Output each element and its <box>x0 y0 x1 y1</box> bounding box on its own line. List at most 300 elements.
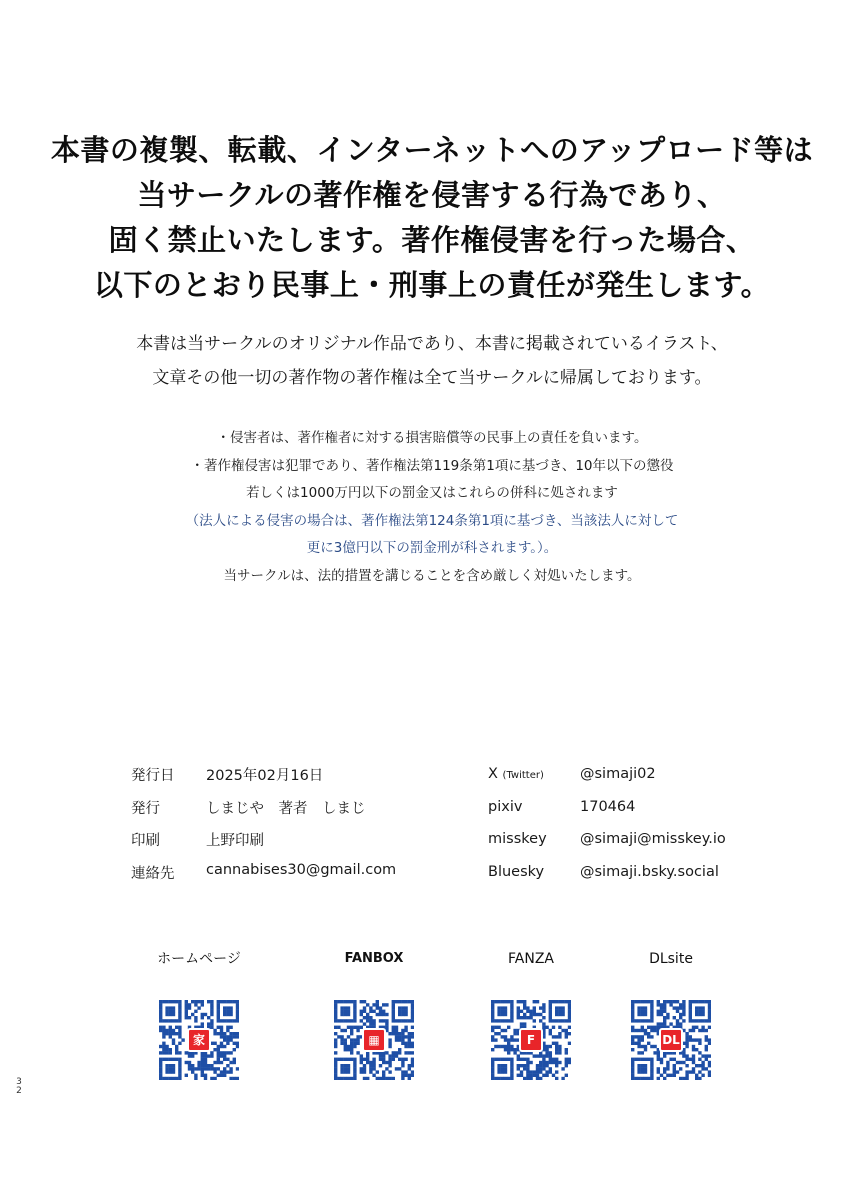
qr-module <box>549 1006 552 1009</box>
qr-module <box>549 1070 552 1073</box>
qr-module <box>229 1070 232 1073</box>
qr-module <box>539 1064 542 1067</box>
qr-module <box>372 1003 375 1006</box>
qr-module <box>637 1013 640 1016</box>
qr-module <box>204 1067 207 1070</box>
qr-module <box>162 1029 165 1032</box>
qr-module <box>353 1003 356 1006</box>
qr-module <box>705 1029 708 1032</box>
qr-module <box>194 1003 197 1006</box>
qr-module <box>401 1074 404 1077</box>
qr-module <box>217 1045 220 1048</box>
qr-module <box>517 1067 520 1070</box>
qr-module <box>363 1077 366 1080</box>
page-number-digit: 2 <box>16 1086 22 1096</box>
qr-module <box>555 1058 558 1061</box>
qr-module <box>366 1019 369 1022</box>
qr-module <box>220 1035 223 1038</box>
qr-module <box>558 1045 561 1048</box>
qr-module <box>233 1042 236 1045</box>
qr-module <box>401 1013 404 1016</box>
qr-module <box>552 1074 555 1077</box>
qr-module <box>226 1026 229 1029</box>
qr-module <box>356 1029 359 1032</box>
qr-module <box>213 1070 216 1073</box>
qr-module <box>644 1064 647 1067</box>
qr-module <box>631 1029 634 1032</box>
qr-module <box>529 1077 532 1080</box>
qr-module <box>494 1019 497 1022</box>
qr-module <box>523 1003 526 1006</box>
qr-module <box>663 1077 666 1080</box>
qr-module <box>695 1048 698 1051</box>
qr-module <box>366 1016 369 1019</box>
qr-module <box>376 1070 379 1073</box>
qr-module <box>344 1010 347 1013</box>
qr-module <box>666 1074 669 1077</box>
qr-module <box>162 1048 165 1051</box>
qr-module <box>679 1016 682 1019</box>
qr-module <box>641 1067 644 1070</box>
qr-module <box>379 1064 382 1067</box>
qr-module <box>504 1019 507 1022</box>
qr-module <box>698 1058 701 1061</box>
qr-module <box>529 1074 532 1077</box>
qr-module <box>411 1058 414 1061</box>
qr-module <box>695 1026 698 1029</box>
qr-module <box>334 1077 337 1080</box>
qr-module <box>542 1074 545 1077</box>
qr-module <box>226 1035 229 1038</box>
qr-module <box>701 1061 704 1064</box>
qr-module <box>631 1048 634 1051</box>
qr-module <box>347 1010 350 1013</box>
qr-module <box>549 1032 552 1035</box>
qr-module <box>220 1061 223 1064</box>
qr-module <box>213 1042 216 1045</box>
qr-module <box>404 1019 407 1022</box>
qr-module <box>404 1026 407 1029</box>
qr-module <box>360 1019 363 1022</box>
qr-module <box>685 1042 688 1045</box>
qr-module <box>698 1077 701 1080</box>
qr-module <box>347 1035 350 1038</box>
qr-module <box>223 1035 226 1038</box>
qr-module <box>398 1013 401 1016</box>
qr-module <box>388 1064 391 1067</box>
qr-module <box>340 1000 343 1003</box>
qr-module <box>376 1006 379 1009</box>
qr-module <box>549 1013 552 1016</box>
qr-module <box>169 1010 172 1013</box>
qr-module <box>539 1006 542 1009</box>
qr-module <box>233 1000 236 1003</box>
qr-module <box>631 1058 634 1061</box>
qr-module <box>334 1045 337 1048</box>
qr-module <box>334 1000 337 1003</box>
qr-module <box>634 1035 637 1038</box>
qr-module <box>334 1032 337 1035</box>
qr-code-fanbox[interactable] <box>334 1000 414 1080</box>
qr-module <box>376 1077 379 1080</box>
qr-module <box>558 1000 561 1003</box>
qr-module <box>660 1074 663 1077</box>
qr-module <box>507 1042 510 1045</box>
qr-module <box>350 1042 353 1045</box>
qr-module <box>647 1019 650 1022</box>
qr-module <box>685 1070 688 1073</box>
qr-module <box>520 1016 523 1019</box>
qr-module <box>565 1000 568 1003</box>
qr-module <box>233 1061 236 1064</box>
qr-module <box>350 1019 353 1022</box>
qr-module <box>641 1029 644 1032</box>
qr-module <box>542 1026 545 1029</box>
qr-module <box>194 1077 197 1080</box>
qr-module <box>385 1019 388 1022</box>
qr-module <box>356 1042 359 1045</box>
qr-module <box>185 1010 188 1013</box>
qr-module <box>392 1077 395 1080</box>
qr-module <box>657 1070 660 1073</box>
qr-module <box>401 1000 404 1003</box>
qr-module <box>494 1032 497 1035</box>
qr-module <box>408 1042 411 1045</box>
qr-module <box>701 1029 704 1032</box>
qr-module <box>504 1000 507 1003</box>
qr-module <box>491 1010 494 1013</box>
qr-module <box>185 1000 188 1003</box>
qr-module <box>641 1010 644 1013</box>
qr-module <box>340 1038 343 1041</box>
qr-code-fanza[interactable] <box>491 1000 571 1080</box>
qr-module <box>701 1067 704 1070</box>
qr-module <box>356 1038 359 1041</box>
qr-module <box>698 1019 701 1022</box>
qr-module <box>392 1029 395 1032</box>
qr-module <box>223 1006 226 1009</box>
qr-module <box>497 1032 500 1035</box>
qr-module <box>689 1029 692 1032</box>
qr-module <box>565 1061 568 1064</box>
qr-code-homepage[interactable] <box>159 1000 239 1080</box>
qr-module <box>162 1045 165 1048</box>
qr-module <box>213 1048 216 1051</box>
qr-module <box>653 1045 656 1048</box>
qr-module <box>641 1006 644 1009</box>
qr-module <box>545 1064 548 1067</box>
qr-module <box>549 1010 552 1013</box>
qr-module <box>159 1058 162 1061</box>
qr-module <box>165 1048 168 1051</box>
qr-module <box>340 1042 343 1045</box>
qr-module <box>217 1048 220 1051</box>
qr-module <box>689 1038 692 1041</box>
qr-module <box>172 1064 175 1067</box>
qr-module <box>411 1032 414 1035</box>
qr-module <box>388 1038 391 1041</box>
qr-module <box>545 1070 548 1073</box>
qr-module <box>185 1003 188 1006</box>
qr-module <box>347 1006 350 1009</box>
qr-module <box>404 1000 407 1003</box>
qr-module <box>411 1042 414 1045</box>
qr-module <box>708 1054 711 1057</box>
qr-module <box>510 1064 513 1067</box>
qr-module <box>504 1048 507 1051</box>
qr-module <box>542 1010 545 1013</box>
qr-module <box>401 1006 404 1009</box>
qr-module <box>650 1074 653 1077</box>
qr-module <box>663 1022 666 1025</box>
qr-module <box>340 1077 343 1080</box>
qr-module <box>178 1016 181 1019</box>
qr-module <box>353 1019 356 1022</box>
qr-module <box>517 1074 520 1077</box>
qr-module <box>172 1058 175 1061</box>
qr-module <box>213 1067 216 1070</box>
qr-module <box>360 1013 363 1016</box>
qr-module <box>568 1019 571 1022</box>
qr-module <box>162 1026 165 1029</box>
qr-module <box>353 1045 356 1048</box>
qr-module <box>236 1042 239 1045</box>
qr-module <box>382 1054 385 1057</box>
qr-module <box>565 1048 568 1051</box>
qr-module <box>679 1013 682 1016</box>
qr-module <box>226 1058 229 1061</box>
qr-module <box>204 1077 207 1080</box>
qr-module <box>647 1032 650 1035</box>
qr-module <box>392 1058 395 1061</box>
qr-module <box>558 1010 561 1013</box>
qr-module <box>220 1070 223 1073</box>
qr-module <box>568 1032 571 1035</box>
qr-module <box>226 1019 229 1022</box>
qr-module <box>698 1010 701 1013</box>
qr-module <box>708 1061 711 1064</box>
qr-module <box>504 1010 507 1013</box>
qr-module <box>388 1058 391 1061</box>
qr-module <box>682 1019 685 1022</box>
qr-module <box>185 1051 188 1054</box>
qr-module <box>666 1016 669 1019</box>
x-handle: @simaji02 <box>580 766 656 782</box>
qr-module <box>539 1013 542 1016</box>
qr-module <box>641 1077 644 1080</box>
qr-module <box>565 1032 568 1035</box>
qr-module <box>398 1035 401 1038</box>
qr-module <box>497 1013 500 1016</box>
qr-module <box>523 1067 526 1070</box>
qr-module <box>229 1035 232 1038</box>
qr-module <box>666 1061 669 1064</box>
qr-module <box>689 1070 692 1073</box>
qr-module <box>631 1064 634 1067</box>
copyright-headline <box>40 128 824 308</box>
qr-module <box>175 1048 178 1051</box>
bluesky-handle: @simaji.bsky.social <box>580 863 719 880</box>
qr-module <box>641 1064 644 1067</box>
qr-module <box>191 1070 194 1073</box>
qr-module <box>682 1013 685 1016</box>
qr-module <box>404 1006 407 1009</box>
qr-module <box>705 1054 708 1057</box>
qr-module <box>641 1035 644 1038</box>
qr-module <box>539 1019 542 1022</box>
qr-module <box>637 1064 640 1067</box>
penalty-line-corporate: 更に3億円以下の罰金刑が科されます。）。 <box>306 540 558 556</box>
qr-module <box>497 1010 500 1013</box>
qr-module <box>236 1067 239 1070</box>
qr-module <box>188 1016 191 1019</box>
qr-module <box>679 1003 682 1006</box>
qr-module <box>408 1000 411 1003</box>
qr-module <box>641 1013 644 1016</box>
qr-module <box>401 1035 404 1038</box>
qr-module <box>353 1058 356 1061</box>
qr-module <box>552 1061 555 1064</box>
qr-module <box>223 1070 226 1073</box>
qr-module <box>520 1058 523 1061</box>
qr-module <box>188 1054 191 1057</box>
qr-module <box>513 1048 516 1051</box>
qr-module <box>385 1013 388 1016</box>
qr-module <box>363 1058 366 1061</box>
qr-module <box>504 1045 507 1048</box>
misskey-label: misskey <box>488 831 547 847</box>
qr-module <box>698 1070 701 1073</box>
qr-module <box>178 1003 181 1006</box>
qr-module <box>197 1006 200 1009</box>
qr-module <box>411 1016 414 1019</box>
qr-module <box>398 1032 401 1035</box>
qr-module <box>698 1051 701 1054</box>
qr-module <box>517 1010 520 1013</box>
qr-module <box>350 1038 353 1041</box>
qr-module <box>513 1038 516 1041</box>
qr-module <box>392 1003 395 1006</box>
qr-module <box>395 1029 398 1032</box>
qr-module <box>398 1000 401 1003</box>
qr-module <box>369 1064 372 1067</box>
qr-module <box>353 1026 356 1029</box>
qr-module <box>379 1010 382 1013</box>
qr-module <box>411 1064 414 1067</box>
qr-module <box>408 1064 411 1067</box>
qr-module <box>663 1000 666 1003</box>
qr-module <box>491 1048 494 1051</box>
qr-module <box>191 1000 194 1003</box>
qr-module <box>165 1000 168 1003</box>
qr-module <box>233 1077 236 1080</box>
qr-module <box>197 1064 200 1067</box>
qr-module <box>376 1000 379 1003</box>
qr-module <box>497 1000 500 1003</box>
qr-module <box>350 1048 353 1051</box>
qr-module <box>673 1016 676 1019</box>
qr-module <box>344 1058 347 1061</box>
qr-module <box>220 1029 223 1032</box>
qr-module <box>159 1026 162 1029</box>
qr-module <box>510 1038 513 1041</box>
qr-module <box>369 1061 372 1064</box>
qr-module <box>523 1064 526 1067</box>
issue-date-label: 発行日 <box>131 768 175 784</box>
qr-module <box>637 1035 640 1038</box>
qr-module <box>165 1045 168 1048</box>
fanbox-logo-icon: ▦ <box>362 1028 386 1052</box>
qr-module <box>185 1016 188 1019</box>
qr-module <box>561 1010 564 1013</box>
qr-module <box>347 1045 350 1048</box>
qr-module <box>162 1051 165 1054</box>
qr-module <box>491 1061 494 1064</box>
qr-module <box>398 1038 401 1041</box>
qr-module <box>201 1070 204 1073</box>
qr-module <box>207 1000 210 1003</box>
qr-module <box>388 1054 391 1057</box>
qr-module <box>360 1061 363 1064</box>
qr-module <box>369 1067 372 1070</box>
qr-module <box>340 1010 343 1013</box>
qr-module <box>178 1035 181 1038</box>
qr-module <box>558 1032 561 1035</box>
qr-module <box>631 1026 634 1029</box>
qr-module <box>692 1029 695 1032</box>
qr-module <box>491 1035 494 1038</box>
qr-module <box>159 1061 162 1064</box>
qr-module <box>497 1077 500 1080</box>
qr-module <box>404 1010 407 1013</box>
qr-module <box>169 1032 172 1035</box>
qr-module <box>178 1058 181 1061</box>
qr-module <box>353 1000 356 1003</box>
qr-module <box>366 1003 369 1006</box>
qr-module <box>663 1003 666 1006</box>
qr-module <box>162 1000 165 1003</box>
fanza-logo-icon: F <box>519 1028 543 1052</box>
qr-module <box>185 1006 188 1009</box>
qr-module <box>220 1054 223 1057</box>
qr-module <box>162 1032 165 1035</box>
qr-module <box>385 1051 388 1054</box>
qr-code-dlsite[interactable] <box>631 1000 711 1080</box>
qr-module <box>501 1077 504 1080</box>
qr-module <box>162 1019 165 1022</box>
qr-module <box>494 1058 497 1061</box>
qr-module <box>701 1013 704 1016</box>
qr-module <box>558 1006 561 1009</box>
qr-module <box>708 1042 711 1045</box>
qr-module <box>497 1026 500 1029</box>
qr-module <box>159 1019 162 1022</box>
qr-module <box>644 1019 647 1022</box>
qr-module <box>529 1016 532 1019</box>
qr-module <box>334 1038 337 1041</box>
qr-module <box>398 1010 401 1013</box>
qr-module <box>682 1003 685 1006</box>
qr-module <box>385 1077 388 1080</box>
qr-module <box>347 1019 350 1022</box>
qr-module <box>523 1022 526 1025</box>
qr-module <box>565 1019 568 1022</box>
qr-module <box>676 1019 679 1022</box>
qr-module <box>210 1051 213 1054</box>
qr-module <box>369 1016 372 1019</box>
qr-module <box>217 1006 220 1009</box>
qr-module <box>705 1048 708 1051</box>
